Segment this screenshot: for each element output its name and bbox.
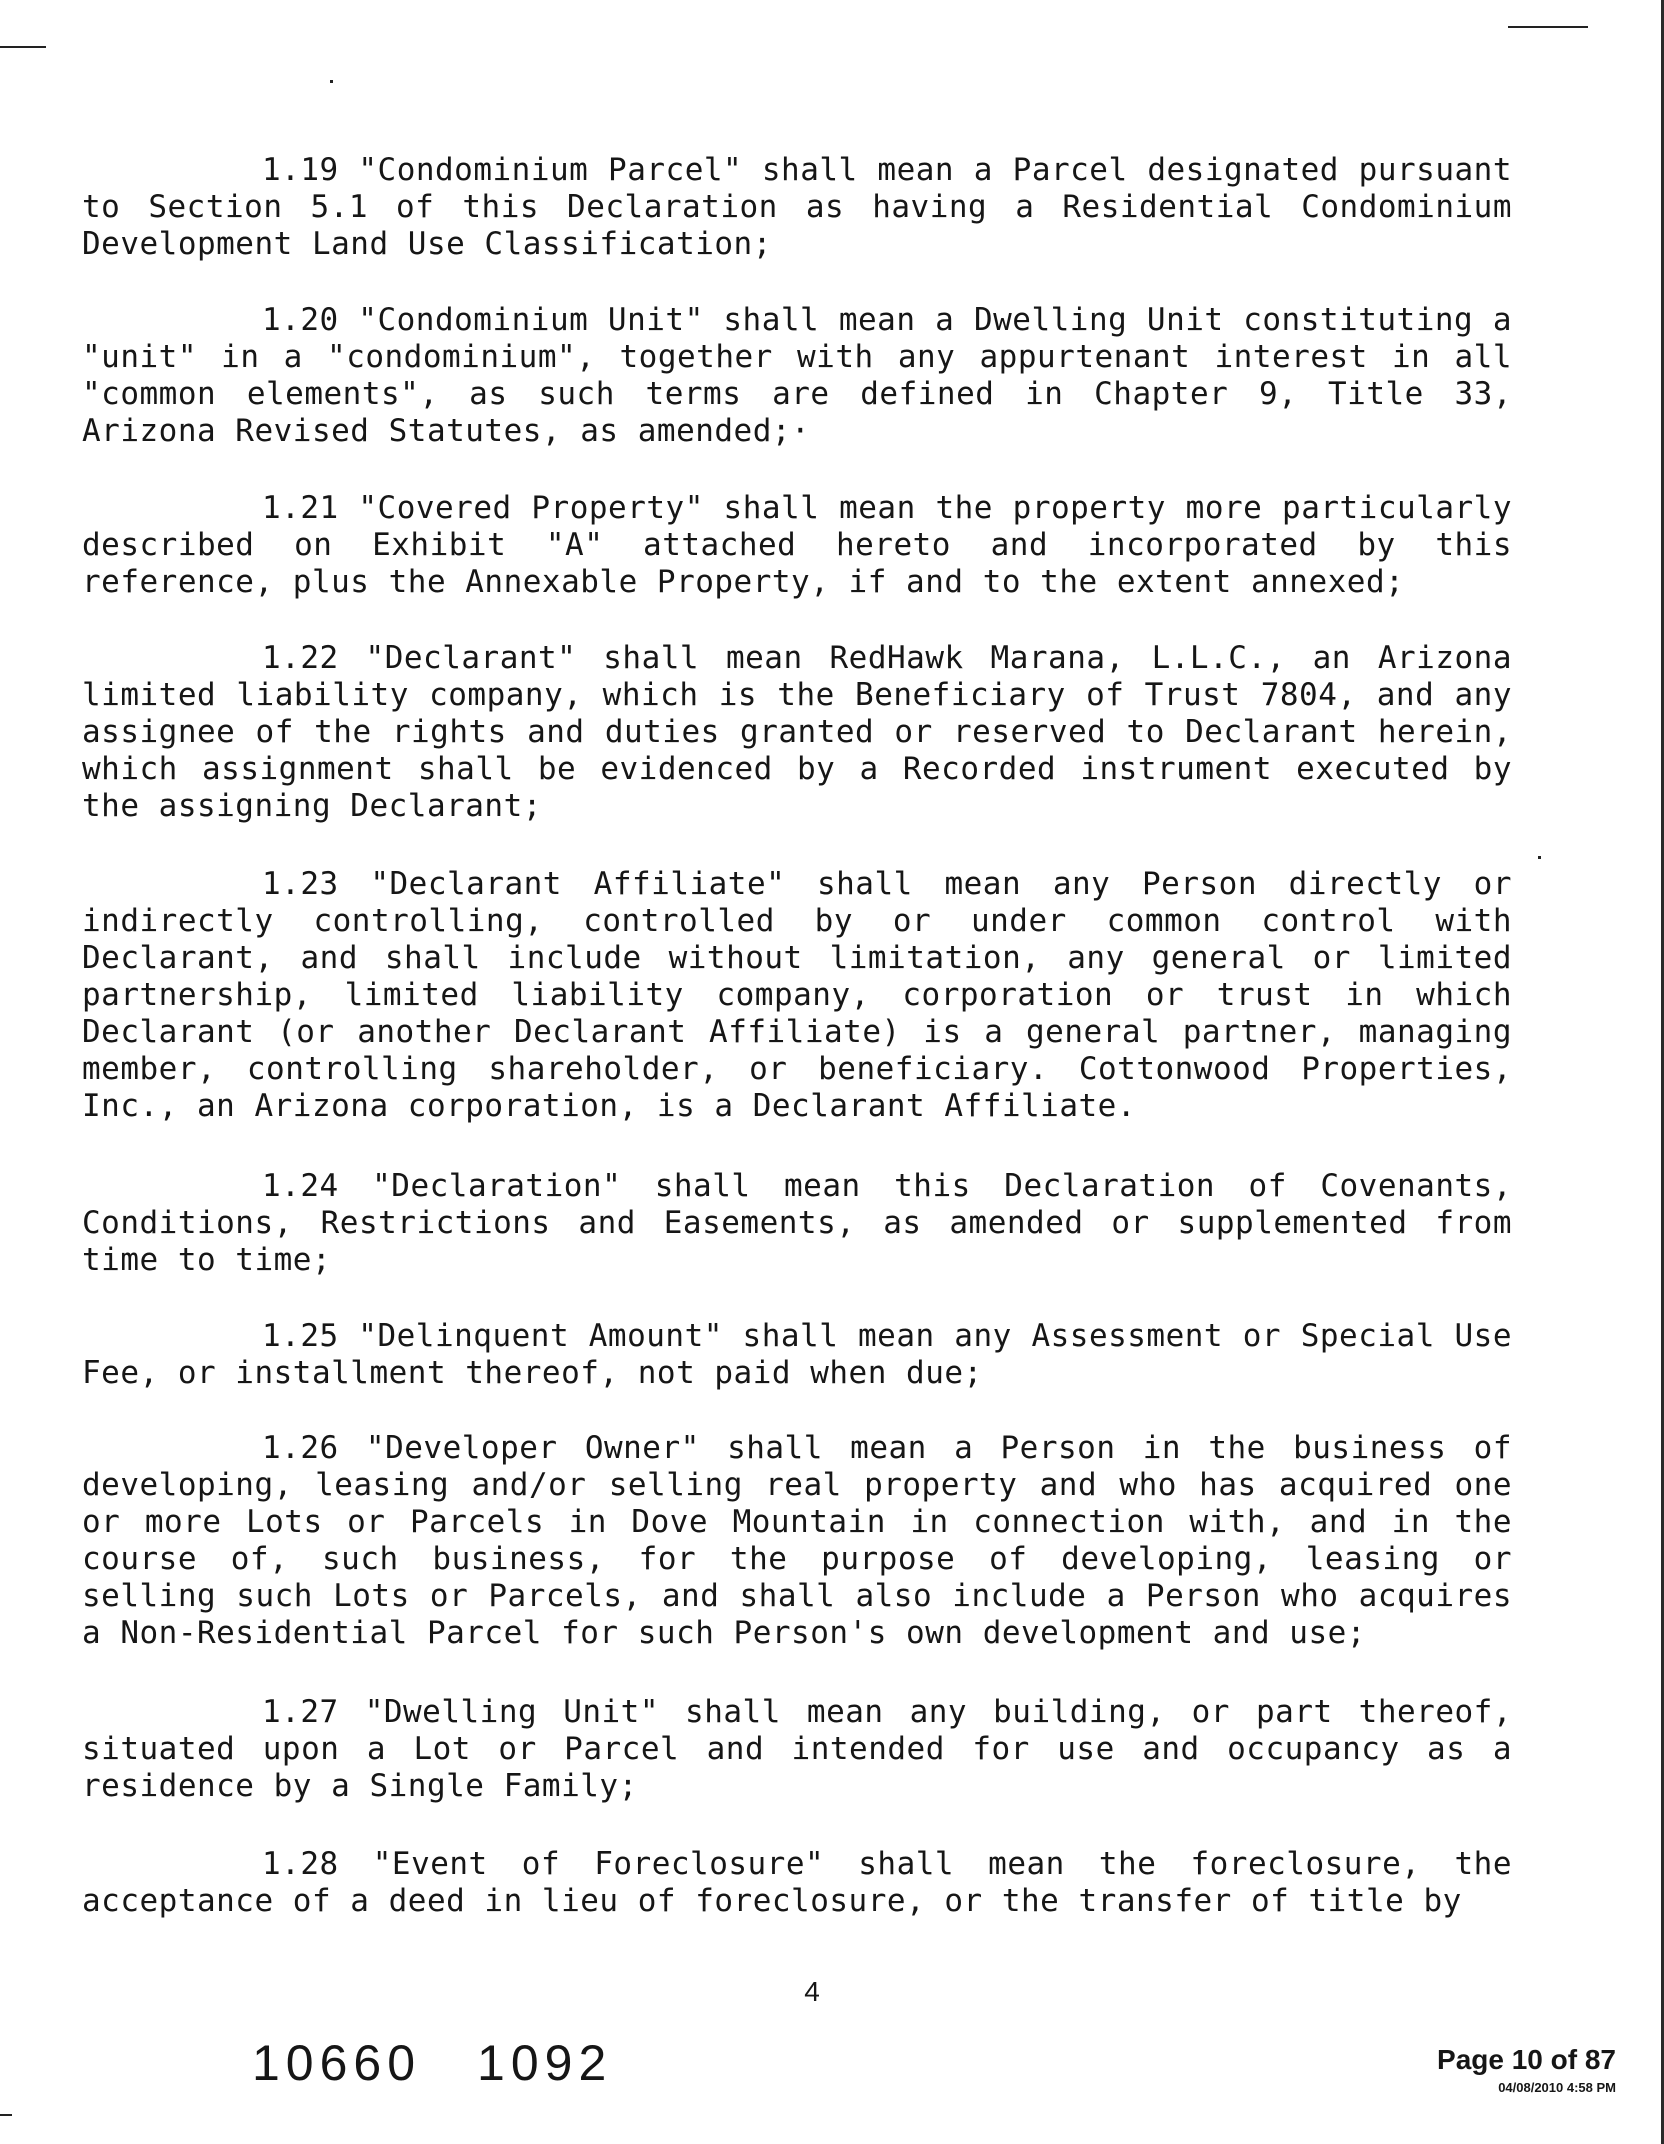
- paragraph-text: 1.26 "Developer Owner" shall mean a Person in the business of developing, leasing and/or selling real property and who has acquired one or more Lots or Parcels in Dove Mountain in connection with, and in the course of, such business, for the purpose of developing, leasing or selling such Lots or Parcels, and shall also include a Person who acquires a Non-Residential Parcel for such Person's own development and use;: [82, 1430, 1512, 1651]
- scan-mark-top-right: [1508, 26, 1588, 28]
- definition-1-28: [82, 1846, 1512, 1920]
- definition-1-19: [82, 152, 1512, 263]
- paragraph-text: 1.22 "Declarant" shall mean RedHawk Marana, L.L.C., an Arizona limited liability company, which is the Beneficiary of Trust 7804, and any assignee of the rights and duties granted or reserved to Declarant herein, which assignment shall be evidenced by a Recorded instrument executed by the assigning Declarant;: [82, 640, 1512, 824]
- paragraph-text: 1.20 "Condominium Unit" shall mean a Dwelling Unit constituting a "unit" in a "condominium", together with any appurtenant interest in all "common elements", as such terms are defined in Chapter 9, Title 33, Arizona Revised Statutes, as amended;·: [82, 302, 1512, 449]
- page-number: 4: [804, 1976, 820, 2007]
- paragraph-text: 1.24 "Declaration" shall mean this Declaration of Covenants, Conditions, Restrictions and Easements, as amended or supplemented from time to time;: [82, 1168, 1512, 1278]
- definition-1-25: [82, 1318, 1512, 1392]
- paragraph-text: 1.23 "Declarant Affiliate" shall mean any Person directly or indirectly controlling, controlled by or under common control with Declarant, and shall include without limitation, any general or limited partnership, limited liability company, corporation or trust in which Declarant (or another Declarant Affiliate) is a general partner, managing member, controlling shareholder, or beneficiary. Cottonwood Properties, Inc., an Arizona corporation, is a Declarant Affiliate.: [82, 866, 1512, 1124]
- definition-1-23: [82, 866, 1512, 1125]
- page-reference: 1092: [477, 2035, 613, 2091]
- book-number: 10660: [252, 2035, 422, 2091]
- paragraph-text: 1.25 "Delinquent Amount" shall mean any Assessment or Special Use Fee, or installment thereof, not paid when due;: [82, 1318, 1512, 1391]
- definition-1-21: [82, 490, 1512, 601]
- page-count: Page 10 of 87: [1437, 2044, 1616, 2075]
- scan-dot: [330, 80, 333, 83]
- definition-1-27: [82, 1694, 1512, 1805]
- paragraph-text: 1.21 "Covered Property" shall mean the property more particularly described on Exhibit "A" attached hereto and incorporated by this reference, plus the Annexable Property, if and to the extent annexed;: [82, 490, 1512, 600]
- recording-numbers: [252, 2034, 668, 2092]
- paragraph-text: 1.28 "Event of Foreclosure" shall mean the foreclosure, the acceptance of a deed in lieu of foreclosure, or the transfer of title by: [82, 1846, 1512, 1919]
- scan-mark-bottom-left: [0, 2114, 12, 2116]
- scan-mark-top-left: [0, 46, 46, 48]
- paragraph-text: 1.27 "Dwelling Unit" shall mean any building, or part thereof, situated upon a Lot or Parcel and intended for use and occupancy as a residence by a Single Family;: [82, 1694, 1512, 1804]
- timestamp: 04/08/2010 4:58 PM: [1498, 2080, 1616, 2095]
- definition-1-26: [82, 1430, 1512, 1652]
- definition-1-20: [82, 302, 1512, 450]
- definition-1-22: [82, 640, 1512, 825]
- paragraph-text: 1.19 "Condominium Parcel" shall mean a Parcel designated pursuant to Section 5.1 of this Declaration as having a Residential Condominium Development Land Use Classification;: [82, 152, 1512, 262]
- definition-1-24: [82, 1168, 1512, 1279]
- scan-dot: [1538, 856, 1541, 859]
